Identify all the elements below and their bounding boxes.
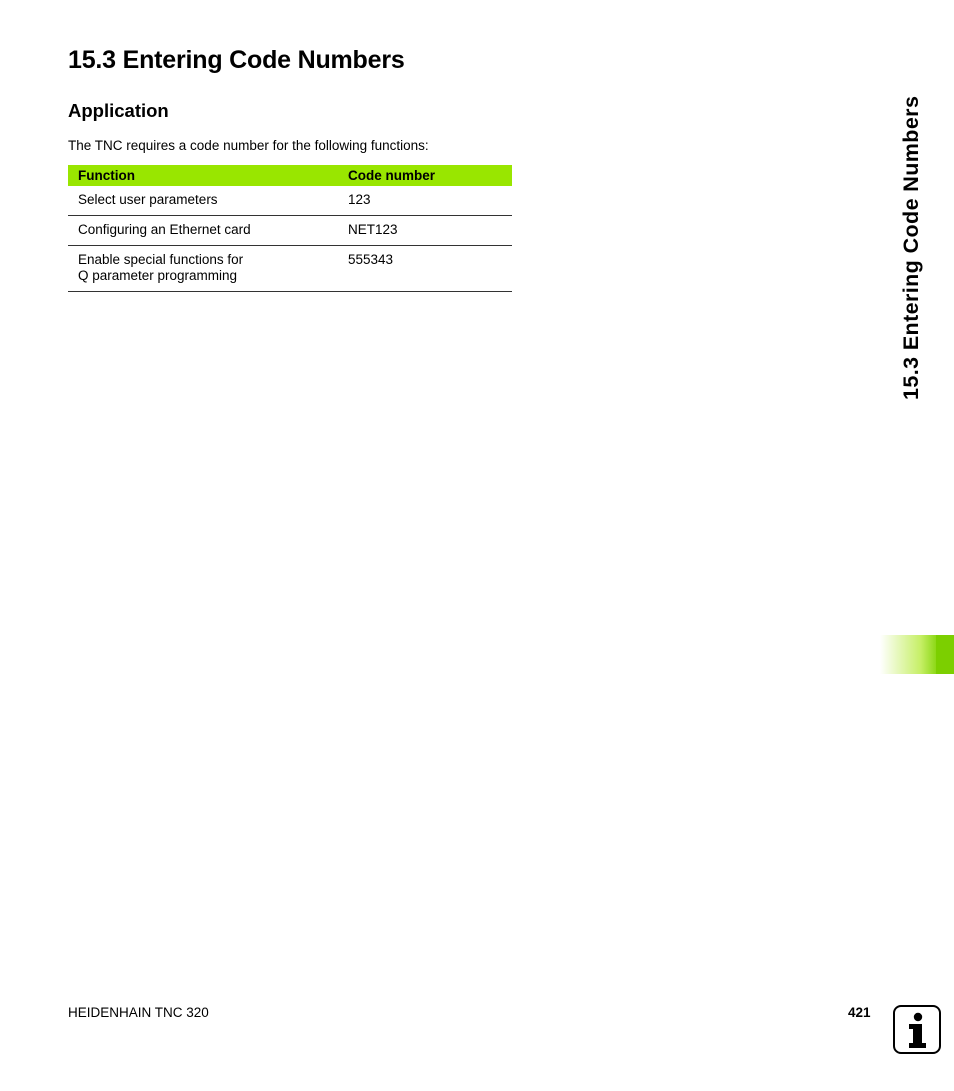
function-cell (68, 246, 340, 292)
info-icon-glyph (895, 1007, 939, 1052)
function-cell-line: Enable special functions for (78, 252, 244, 267)
footer-product-name: HEIDENHAIN TNC 320 (68, 1005, 209, 1020)
vertical-section-title: 15.3 Entering Code Numbers (899, 95, 923, 400)
section-title: Application (68, 100, 169, 121)
page-number: 421 (848, 1005, 871, 1020)
column-header-function: Function (68, 165, 340, 186)
info-icon (893, 1005, 941, 1054)
page-title: 15.3 Entering Code Numbers (68, 46, 405, 74)
table-row (68, 186, 512, 216)
function-cell-line: Q parameter programming (78, 268, 238, 283)
function-cell: Configuring an Ethernet card (68, 216, 340, 246)
function-cell: Select user parameters (68, 186, 340, 216)
chapter-tab-marker (880, 635, 954, 674)
table-row (68, 216, 512, 246)
table-row (68, 246, 512, 292)
intro-text: The TNC requires a code number for the following functions: (68, 138, 429, 153)
code-number-table (68, 165, 512, 292)
code-cell: NET123 (340, 216, 512, 246)
table-header-row (68, 165, 512, 186)
chapter-tab-edge (936, 635, 954, 674)
column-header-code-number: Code number (340, 165, 512, 186)
code-cell: 555343 (340, 246, 512, 292)
code-cell: 123 (340, 186, 512, 216)
